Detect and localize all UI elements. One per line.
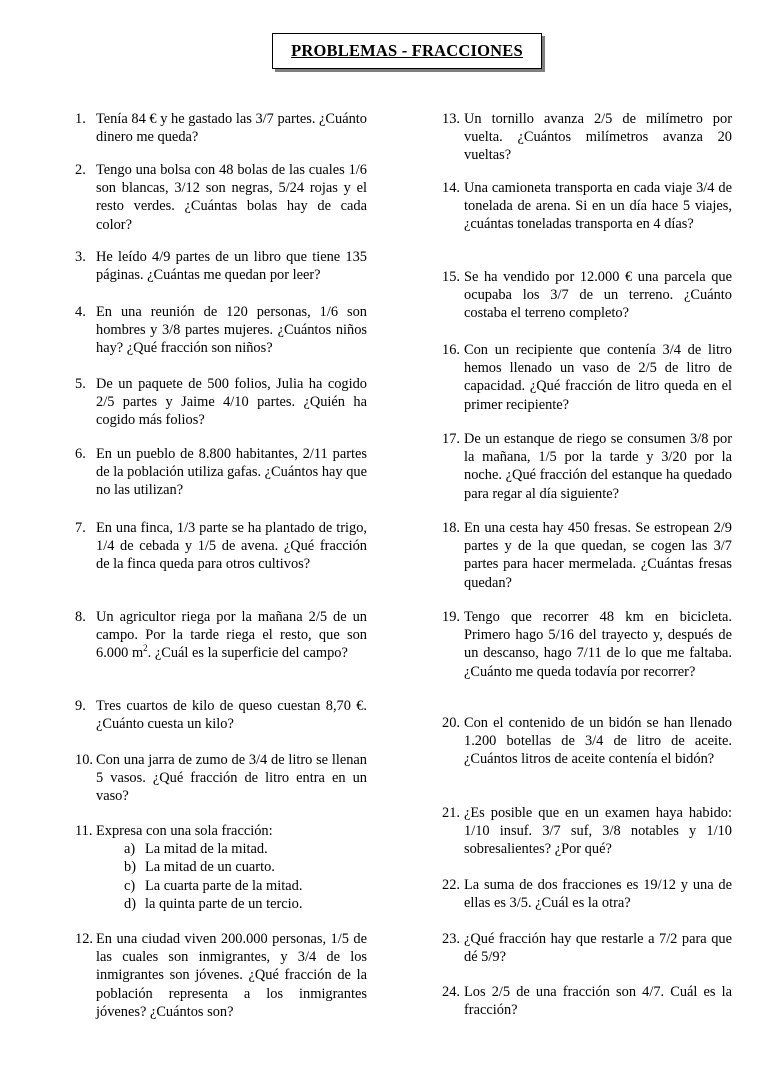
problem-number: 11. (75, 823, 93, 839)
page-title: PROBLEMAS - FRACCIONES (272, 33, 542, 69)
problem-number: 20. (442, 715, 460, 731)
problem-text: Un tornillo avanza 2/5 de milímetro por vuelta. ¿Cuántos milímetros avanza 20 vueltas? (464, 111, 732, 164)
problem-17 (442, 430, 732, 503)
problem-text: En una ciudad viven 200.000 personas, 1/5 de las cuales son inmigrantes, y 3/4 de los inmigrantes son jóvenes. ¿Qué fracción de la población representa a los inmigrantes jóvenes? ¿Cuántos son? (96, 931, 367, 1020)
problem-24 (442, 983, 732, 1019)
problem-1 (75, 110, 367, 146)
problem-text: En una reunión de 120 personas, 1/6 son hombres y 3/8 partes mujeres. ¿Cuántos niños hay? ¿Qué fracción son niños? (96, 304, 367, 357)
problem-text: Tenía 84 € y he gastado las 3/7 partes. ¿Cuánto dinero me queda? (96, 111, 367, 146)
problem-number: 6. (75, 446, 86, 462)
problem-3 (75, 248, 367, 284)
problem-text: Con el contenido de un bidón se han llenado 1.200 botellas de 3/4 de litro de aceite. ¿Cuántos litros de aceite contenía el bidón? (464, 715, 732, 768)
sub-item-text: La mitad de la mitad. (145, 841, 268, 858)
problem-number: 1. (75, 111, 86, 127)
problem-number: 17. (442, 431, 460, 447)
problem-15 (442, 268, 732, 323)
problem-text: En una cesta hay 450 fresas. Se estropean 2/9 partes y de la que quedan, se cogen las 3/7 partes para hacer mermelada. ¿Cuántas fresas quedan? (464, 520, 732, 591)
problem-text: Con un recipiente que contenía 3/4 de litro hemos llenado un vaso de 2/5 de litro de capacidad. ¿Qué fracción de litro queda en el primer recipiente? (464, 342, 732, 413)
problem-text: He leído 4/9 partes de un libro que tiene 135 páginas. ¿Cuántas me quedan por leer? (96, 249, 367, 284)
sub-item-text: La cuarta parte de la mitad. (145, 877, 303, 894)
problem-text: Expresa con una sola fracción: (96, 823, 273, 839)
problem-8 (75, 608, 367, 663)
problem-text: Tengo una bolsa con 48 bolas de las cuales 1/6 son blancas, 3/12 son negras, 5/24 rojas y el resto verdes. ¿Cuántas bolas hay de cada color? (96, 162, 367, 233)
problem-number: 7. (75, 520, 86, 536)
problem-text: ¿Es posible que en un examen haya habido: 1/10 insuf. 3/7 suf, 3/8 notables y 1/10 sobresalientes? ¿Por qué? (464, 805, 732, 858)
problem-number: 18. (442, 520, 460, 536)
sub-item-letter: b) (124, 859, 136, 876)
problem-number: 24. (442, 984, 460, 1000)
problem-text: Tengo que recorrer 48 km en bicicleta. Primero hago 5/16 del trayecto y, después de un descanso, hago 7/11 de lo que me faltaba. ¿Cuánto me queda todavía por recorrer? (464, 609, 732, 680)
problem-14 (442, 179, 732, 234)
problem-text: La suma de dos fracciones es 19/12 y una de ellas es 3/5. ¿Cuál es la otra? (464, 877, 732, 912)
problem-text: De un paquete de 500 folios, Julia ha cogido 2/5 partes y Jaime 4/10 partes. ¿Quién ha cogido más folios? (96, 376, 367, 429)
sub-item-text: La mitad de un cuarto. (145, 859, 275, 876)
problem-18 (442, 519, 732, 592)
problem-text (96, 608, 367, 663)
problem-number: 3. (75, 249, 86, 265)
problem-number: 9. (75, 698, 86, 714)
problem-2 (75, 161, 367, 234)
problem-number: 19. (442, 609, 460, 625)
problem-number: 22. (442, 877, 460, 893)
problem-6 (75, 445, 367, 500)
problem-text: Los 2/5 de una fracción son 4/7. Cuál es la fracción? (464, 984, 732, 1019)
problem-number: 15. (442, 269, 460, 285)
problem-number: 13. (442, 111, 460, 127)
sub-item-letter: d) (124, 895, 136, 912)
sub-item (124, 877, 367, 895)
problem-number: 2. (75, 162, 86, 178)
problem-21 (442, 804, 732, 859)
problem-19 (442, 608, 732, 681)
sub-item-letter: a) (124, 841, 136, 858)
problem-text-part: Un agricultor riega por la mañana 2/5 de un campo. Por la tarde riega el resto, que son 6.000 m (96, 609, 367, 662)
problem-text: Con una jarra de zumo de 3/4 de litro se llenan 5 vasos. ¿Qué fracción de litro entra en un vaso? (96, 752, 367, 805)
problem-5 (75, 375, 367, 430)
problem-number: 16. (442, 342, 460, 358)
problem-9 (75, 697, 367, 733)
problem-13 (442, 110, 732, 165)
superscript: 2 (143, 643, 148, 654)
sub-item (124, 840, 367, 858)
problem-text: Tres cuartos de kilo de queso cuestan 8,70 €. ¿Cuánto cuesta un kilo? (96, 698, 367, 733)
problem-12 (75, 930, 367, 1021)
problem-text: Una camioneta transporta en cada viaje 3/4 de tonelada de arena. Si en un día hace 5 viajes, ¿cuántas toneladas transporta en 4 días? (464, 180, 732, 233)
problem-20 (442, 714, 732, 769)
problem-text: ¿Qué fracción hay que restarle a 7/2 para que dé 5/9? (464, 931, 732, 966)
problem-7 (75, 519, 367, 574)
problem-16 (442, 341, 732, 414)
problem-23 (442, 930, 732, 966)
problem-number: 5. (75, 376, 86, 392)
problem-number: 8. (75, 609, 86, 625)
sub-item (124, 858, 367, 876)
problem-text: Se ha vendido por 12.000 € una parcela que ocupaba los 3/7 de un terreno. ¿Cuánto costaba el terreno completo? (464, 269, 732, 322)
problem-number: 21. (442, 805, 460, 821)
sub-item (124, 895, 367, 913)
problem-text: En un pueblo de 8.800 habitantes, 2/11 partes de la población utiliza gafas. ¿Cuántos hay que no las utilizan? (96, 446, 367, 499)
problem-number: 14. (442, 180, 460, 196)
problem-11 (75, 822, 367, 913)
sub-list (124, 840, 367, 913)
problem-text-part: . ¿Cuál es la superficie del campo? (147, 645, 348, 662)
problem-number: 12. (75, 931, 93, 947)
problem-text: De un estanque de riego se consumen 3/8 por la mañana, 1/5 por la tarde y 3/20 por la noche. ¿Qué fracción del estanque ha quedado para regar al día siguiente? (464, 431, 732, 502)
sub-item-text: la quinta parte de un tercio. (145, 895, 303, 912)
problem-text: En una finca, 1/3 parte se ha plantado de trigo, 1/4 de cebada y 1/5 de avena. ¿Qué fracción de la finca queda para otros cultivos? (96, 520, 367, 573)
problem-22 (442, 876, 732, 912)
sub-item-letter: c) (124, 877, 136, 894)
problem-10 (75, 751, 367, 806)
problem-number: 10. (75, 752, 93, 768)
problem-number: 4. (75, 304, 86, 320)
problem-number: 23. (442, 931, 460, 947)
problem-4 (75, 303, 367, 358)
